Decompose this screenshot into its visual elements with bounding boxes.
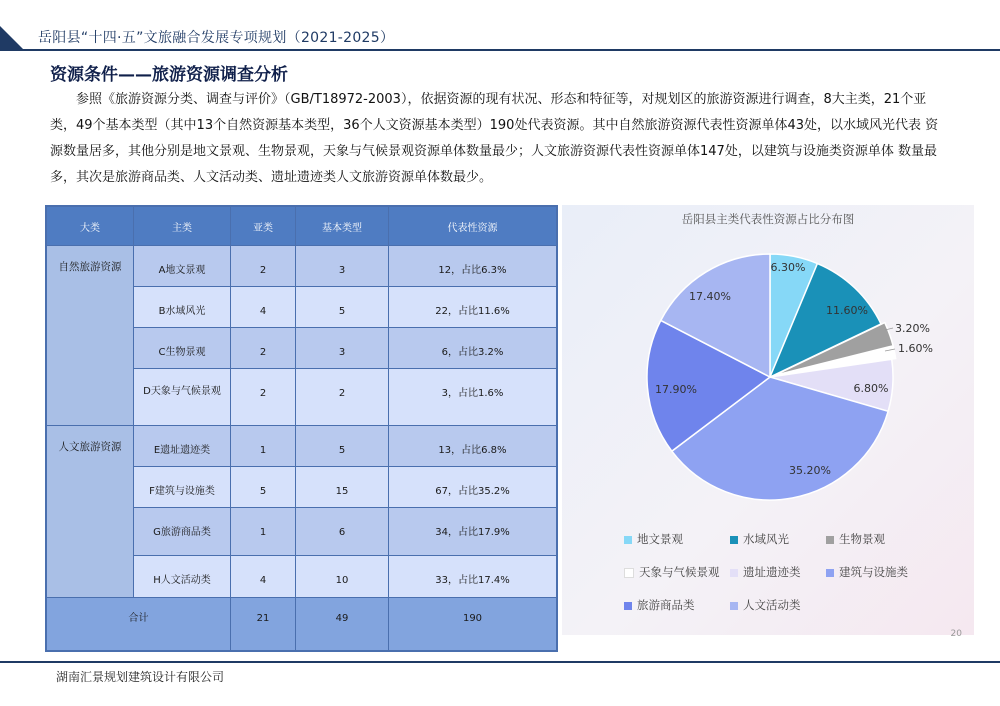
legend-label: 生物景观 — [839, 532, 885, 546]
page-number: 20 — [950, 629, 962, 639]
pie-data-label: 11.60% — [826, 304, 868, 317]
sub-cell: 1 — [231, 508, 296, 556]
legend-label: 地文景观 — [637, 532, 683, 546]
pie-chart-panel — [562, 205, 974, 639]
rep-cell: 13，占比6.8% — [389, 426, 557, 467]
legend-swatch — [624, 602, 632, 610]
main-cell: H人文活动类 — [134, 556, 231, 598]
sub-cell: 4 — [231, 287, 296, 328]
chart-title: 岳阳县主类代表性资源占比分布图 — [681, 212, 855, 226]
section-title: 资源条件——旅游资源调查分析 — [50, 65, 288, 85]
main-cell: G旅游商品类 — [134, 508, 231, 556]
header-corner-shape — [0, 0, 24, 50]
pie-data-label: 6.80% — [853, 382, 889, 395]
legend-item — [826, 564, 908, 580]
legend-item — [826, 531, 885, 547]
legend-item — [624, 564, 720, 580]
main-cell: E遗址遗迹类 — [134, 426, 231, 467]
total-sub: 21 — [231, 598, 296, 651]
basic-cell: 6 — [296, 508, 389, 556]
total-basic: 49 — [296, 598, 389, 651]
legend-swatch — [730, 569, 738, 577]
legend-label: 水域风光 — [743, 532, 789, 546]
basic-cell: 15 — [296, 467, 389, 508]
header-main: 主类 — [134, 207, 231, 246]
rep-cell: 3，占比1.6% — [389, 369, 557, 426]
pie-data-label: 3.20% — [895, 322, 930, 335]
main-cell: A地文景观 — [134, 246, 231, 287]
basic-cell: 2 — [296, 369, 389, 426]
header-sub: 亚类 — [231, 207, 296, 246]
header-basic: 基本类型 — [296, 207, 389, 246]
legend-swatch — [624, 568, 634, 578]
sub-cell: 5 — [231, 467, 296, 508]
legend-swatch — [826, 569, 834, 577]
rep-cell: 12，占比6.3% — [389, 246, 557, 287]
legend-label: 建筑与设施类 — [839, 565, 908, 579]
basic-cell: 3 — [296, 246, 389, 287]
intro-text: 参照《旅游资源分类、调查与评价》（GB/T18972-2003），依据资源的现有状况、形态和特征等，对规划区的旅游资源进行调查，8大主类，21个亚 类，49个基本类型（其中13个自然资源基本类型，36个人文资源基本类型）190处代表资源。其中自然旅游资源代表性资源单体43处，以水域风光代表 资源数量居多，其他分别是地文景观、生物景观，天象与气候景观资源单体数量最少；人文旅游资源代表性资源单体147处，以建筑与设施类资源单体 数量最多，其次是旅游商品类、人文活动类、遗址遗迹类人文旅游资源单体数最少。 — [50, 92, 939, 185]
legend-label: 遗址遗迹类 — [743, 565, 801, 579]
table-row — [47, 246, 557, 287]
legend-swatch — [624, 536, 632, 544]
basic-cell: 3 — [296, 328, 389, 369]
rep-cell: 34，占比17.9% — [389, 508, 557, 556]
legend-item — [730, 564, 801, 580]
resource-table — [45, 205, 558, 652]
sub-cell: 2 — [231, 369, 296, 426]
pie-data-label: 1.60% — [898, 342, 933, 355]
legend-item — [624, 597, 695, 613]
legend-item — [624, 531, 683, 547]
sub-cell: 4 — [231, 556, 296, 598]
legend-swatch — [730, 602, 738, 610]
footer-company: 湖南汇景规划建筑设计有限公司 — [56, 670, 225, 684]
basic-cell: 10 — [296, 556, 389, 598]
main-cell: B水域风光 — [134, 287, 231, 328]
legend-label: 旅游商品类 — [637, 598, 695, 612]
rep-cell: 67，占比35.2% — [389, 467, 557, 508]
category-natural: 自然旅游资源 — [47, 246, 134, 426]
legend-item — [730, 531, 789, 547]
header-category: 大类 — [47, 207, 134, 246]
intro-paragraph — [50, 87, 950, 191]
sub-cell: 1 — [231, 426, 296, 467]
header-title: 岳阳县“十四·五”文旅融合发展专项规划（2021-2025） — [38, 30, 395, 46]
basic-cell: 5 — [296, 426, 389, 467]
main-cell: C生物景观 — [134, 328, 231, 369]
legend-label: 天象与气候景观 — [639, 565, 720, 579]
pie-data-label: 17.40% — [689, 290, 731, 303]
rep-cell: 22，占比11.6% — [389, 287, 557, 328]
total-rep: 190 — [389, 598, 557, 651]
pie-data-label: 35.20% — [789, 464, 831, 477]
legend-item — [730, 597, 801, 613]
sub-cell: 2 — [231, 246, 296, 287]
header-rep: 代表性资源 — [389, 207, 557, 246]
table-row — [47, 426, 557, 467]
total-label: 合计 — [47, 598, 231, 651]
legend-swatch — [730, 536, 738, 544]
rep-cell: 33，占比17.4% — [389, 556, 557, 598]
pie-data-label: 17.90% — [655, 383, 697, 396]
legend-swatch — [826, 536, 834, 544]
rep-cell: 6，占比3.2% — [389, 328, 557, 369]
header-divider — [0, 49, 1000, 51]
main-cell: D天象与气候景观 — [134, 369, 231, 426]
legend-label: 人文活动类 — [743, 598, 801, 612]
table-total-row — [47, 598, 557, 651]
table-header-row — [47, 207, 557, 246]
main-cell: F建筑与设施类 — [134, 467, 231, 508]
sub-cell: 2 — [231, 328, 296, 369]
footer-divider — [0, 661, 1000, 663]
basic-cell: 5 — [296, 287, 389, 328]
category-cultural: 人文旅游资源 — [47, 426, 134, 598]
pie-data-label: 6.30% — [770, 261, 806, 274]
